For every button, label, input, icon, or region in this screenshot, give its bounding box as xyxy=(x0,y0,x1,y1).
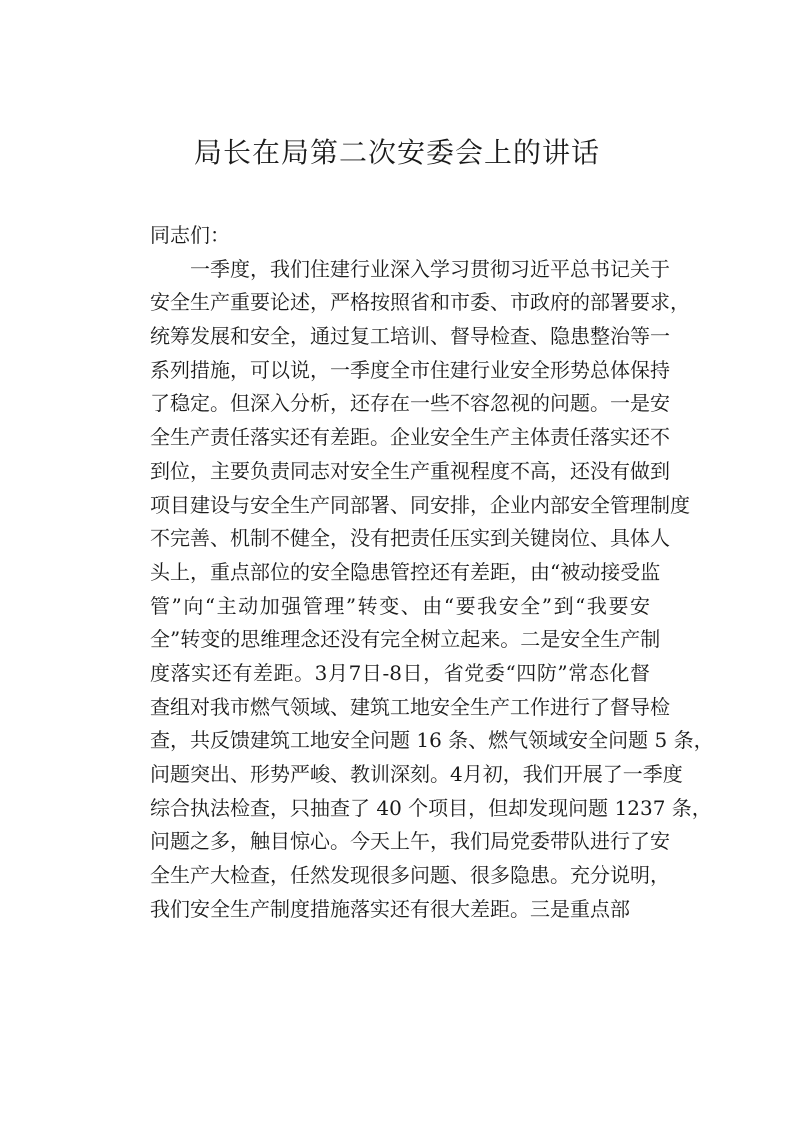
paragraph-line: 安全生产重要论述，严格按照省和市委、市政府的部署要求， xyxy=(150,290,690,315)
document-title: 局长在局第二次安委会上的讲话 xyxy=(193,136,600,169)
paragraph-line: 我们安全生产制度措施落实还有很大差距。三是重点部 xyxy=(150,896,630,921)
greeting-line: 同志们： xyxy=(150,223,230,247)
paragraph-line: 查组对我市燃气领域、建筑工地安全生产工作进行了督导检 xyxy=(150,694,670,719)
paragraph-line: 到位，主要负责同志对安全生产重视程度不高，还没有做到 xyxy=(150,458,670,483)
paragraph-line: 问题之多，触目惊心。今天上午，我们局党委带队进行了安 xyxy=(150,829,670,854)
paragraph-line: 查，共反馈建筑工地安全问题 16 条、燃气领域安全问题 5 条， xyxy=(150,728,714,753)
paragraph-line: 全”转变的思维理念还没有完全树立起来。二是安全生产制 xyxy=(150,627,661,652)
paragraph-line: 系列措施，可以说，一季度全市住建行业安全形势总体保持 xyxy=(150,357,670,382)
paragraph-line: 头上，重点部位的安全隐患管控还有差距，由“被动接受监 xyxy=(150,559,661,584)
paragraph-line: 项目建设与安全生产同部署、同安排，企业内部安全管理制度 xyxy=(150,492,690,517)
paragraph-line: 一季度，我们住建行业深入学习贯彻习近平总书记关于 xyxy=(190,256,670,281)
paragraph-line: 全生产大检查，任然发现很多问题、很多隐患。充分说明， xyxy=(150,863,670,888)
paragraph-line: 度落实还有差距。3月7日-8日，省党委“四防”常态化督 xyxy=(150,660,650,685)
document-body xyxy=(150,219,714,926)
paragraph-line: 全生产责任落实还有差距。企业安全生产主体责任落实还不 xyxy=(150,425,670,450)
paragraph-line: 综合执法检查，只抽查了 40 个项目，但却发现问题 1237 条， xyxy=(150,795,712,820)
paragraph-line: 统筹发展和安全，通过复工培训、督导检查、隐患整治等一 xyxy=(150,324,670,349)
paragraph-line: 管”向“主动加强管理”转变、由“要我安全”到“我要安 xyxy=(150,593,650,618)
paragraph-line: 了稳定。但深入分析，还存在一些不容忽视的问题。一是安 xyxy=(150,391,670,416)
paragraph-line: 不完善、机制不健全，没有把责任压实到关键岗位、具体人 xyxy=(150,526,670,551)
paragraph-line: 问题突出、形势严峻、教训深刻。4月初，我们开展了一季度 xyxy=(150,762,683,786)
